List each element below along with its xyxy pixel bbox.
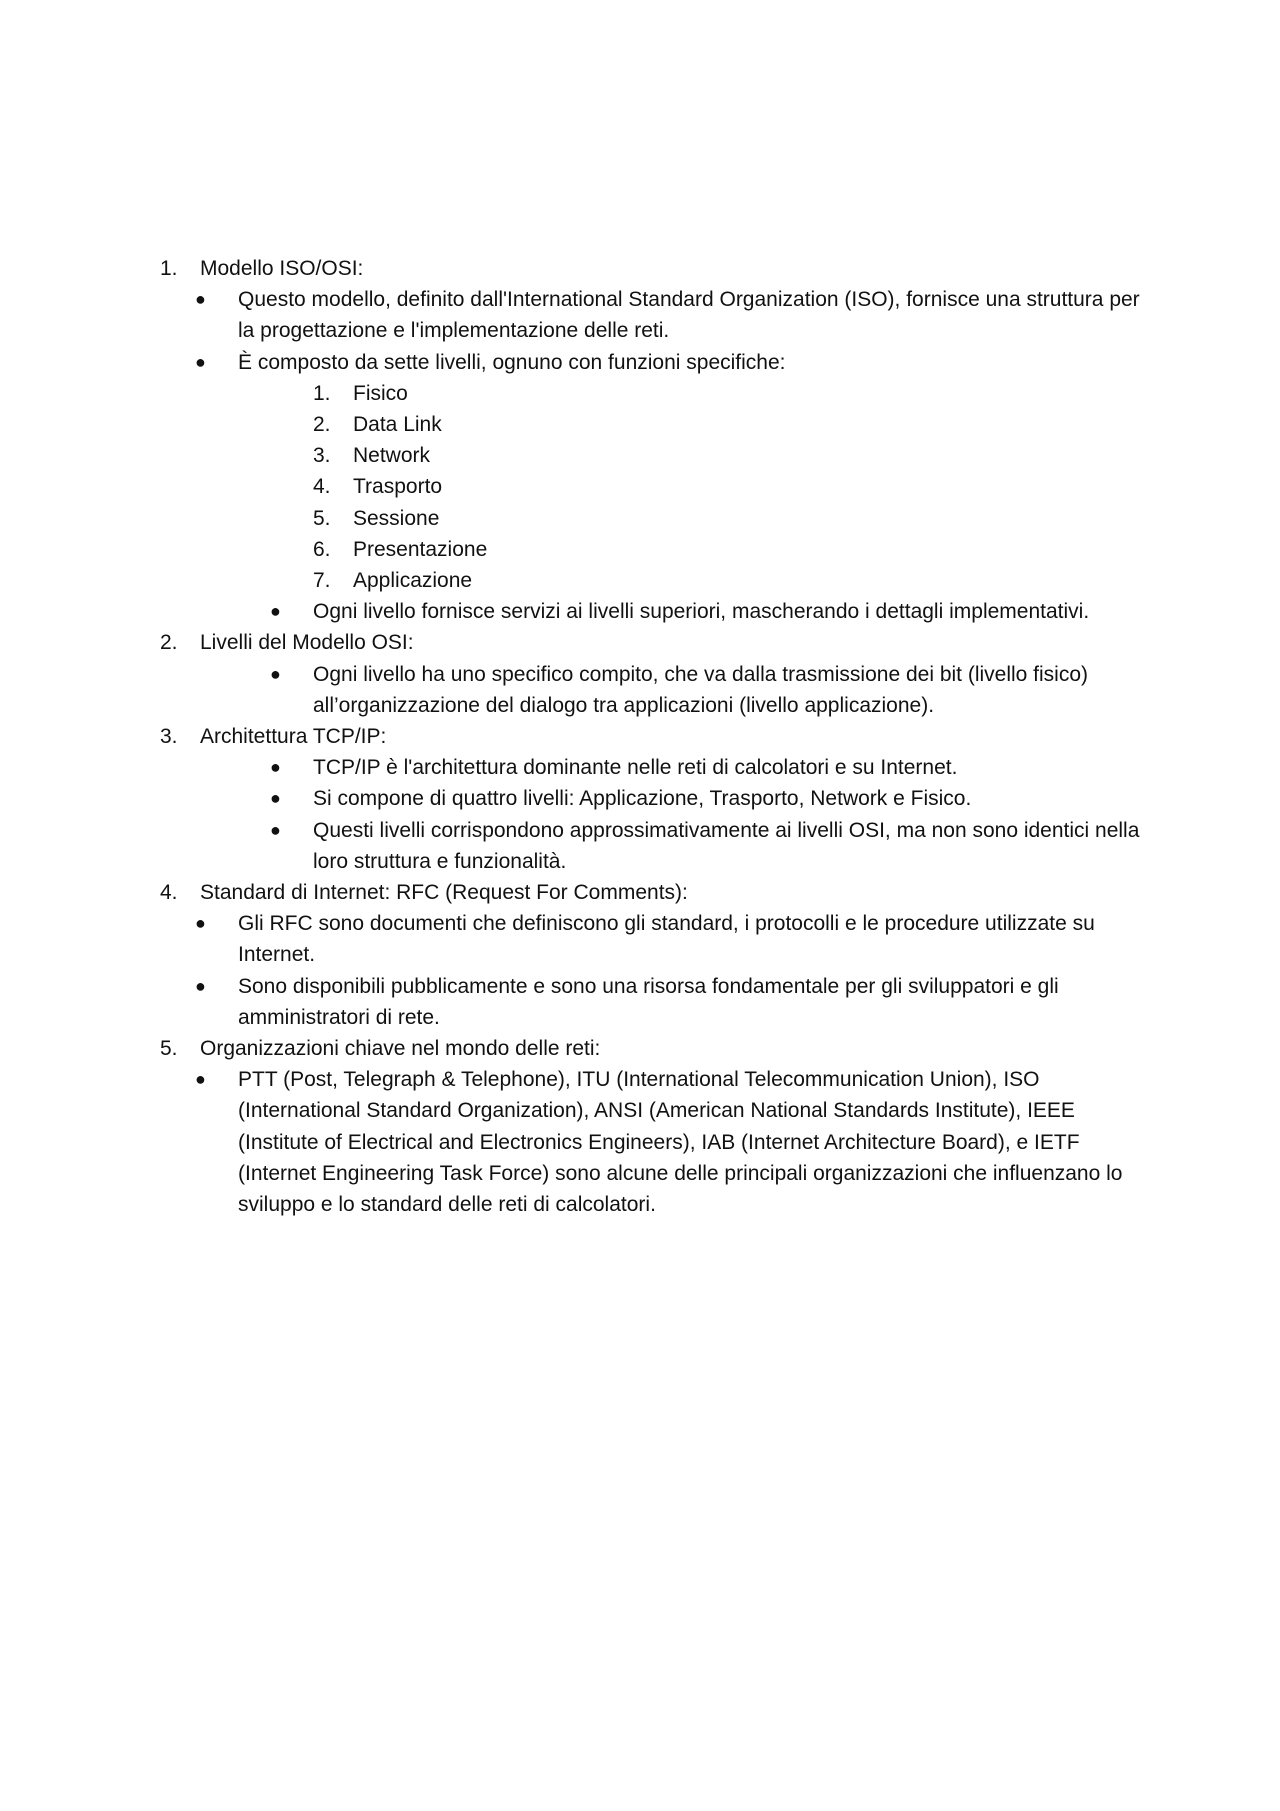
layer-number: 2. xyxy=(313,413,331,437)
layer-item xyxy=(160,440,1150,471)
bullet-item xyxy=(160,908,1150,970)
bullet-item xyxy=(160,284,1150,346)
layer-number: 7. xyxy=(313,569,331,593)
bullet-dot-icon: ● xyxy=(270,757,281,778)
section-heading xyxy=(160,627,1150,658)
layer-label: Trasporto xyxy=(353,475,443,499)
sub-bullet-item xyxy=(160,815,1150,877)
layer-item xyxy=(160,378,1150,409)
bullet-item xyxy=(160,971,1150,1033)
bullet-dot-icon: ● xyxy=(195,1069,206,1090)
layer-number: 6. xyxy=(313,537,331,561)
sub-bullet-item xyxy=(160,752,1150,783)
layer-number: 1. xyxy=(313,381,331,405)
bullet-item xyxy=(160,1064,1150,1220)
section-number: 1. xyxy=(160,257,178,280)
layer-label: Data Link xyxy=(353,413,442,437)
section-title: Architettura TCP/IP: xyxy=(200,725,387,749)
bullet-dot-icon: ● xyxy=(270,819,281,840)
document-body xyxy=(160,253,1150,1220)
bullet-dot-icon: ● xyxy=(195,913,206,934)
section-heading xyxy=(160,877,1150,908)
section-number: 2. xyxy=(160,631,178,655)
layer-number: 3. xyxy=(313,444,331,468)
bullet-dot-icon: ● xyxy=(195,351,206,372)
bullet-text: PTT (Post, Telegraph & Telephone), ITU (International Telecommunication Union), ISO (International Standard Organization), ANSI (American National Standards Institute), IEEE (Institute of Electrical and Electronics Engineers), IAB (Internet Architecture Board), e IETF (Internet Engineering Task Force) sono alcune delle principali organizzazioni che influenzano lo sviluppo e lo standard delle reti di calcolatori. xyxy=(238,1068,1123,1217)
layer-item xyxy=(160,565,1150,596)
layer-item xyxy=(160,471,1150,502)
bullet-item xyxy=(160,347,1150,378)
bullet-text: Ogni livello fornisce servizi ai livelli superiori, mascherando i dettagli implementativi. xyxy=(313,600,1090,624)
bullet-text: TCP/IP è l'architettura dominante nelle reti di calcolatori e su Internet. xyxy=(313,756,958,780)
bullet-text: Ogni livello ha uno specifico compito, che va dalla trasmissione dei bit (livello fisico) all’organizzazione del dialogo tra applicazioni (livello applicazione). xyxy=(313,662,1089,717)
layer-item xyxy=(160,409,1150,440)
section-title: Standard di Internet: RFC (Request For Comments): xyxy=(200,881,688,905)
section-number: 4. xyxy=(160,881,178,905)
bullet-text: Sono disponibili pubblicamente e sono una risorsa fondamentale per gli sviluppatori e gli amministratori di rete. xyxy=(238,974,1059,1029)
section-title: Organizzazioni chiave nel mondo delle reti: xyxy=(200,1037,601,1061)
bullet-text: Gli RFC sono documenti che definiscono gli standard, i protocolli e le procedure utilizzate su Internet. xyxy=(238,912,1095,967)
layer-number: 4. xyxy=(313,475,331,499)
section-heading xyxy=(160,721,1150,752)
section-heading xyxy=(160,253,1150,284)
layer-item xyxy=(160,534,1150,565)
layer-label: Applicazione xyxy=(353,569,473,593)
layer-label: Presentazione xyxy=(353,537,488,561)
layer-label: Sessione xyxy=(353,506,440,530)
layer-number: 5. xyxy=(313,506,331,530)
bullet-text: Questi livelli corrispondono approssimativamente ai livelli OSI, ma non sono identici nella loro struttura e funzionalità. xyxy=(313,818,1140,873)
bullet-text: Questo modello, definito dall'International Standard Organization (ISO), fornisce una struttura per la progettazione e l'implementazione delle reti. xyxy=(238,288,1140,343)
sub-bullet-item xyxy=(160,659,1150,721)
bullet-text: È composto da sette livelli, ognuno con funzioni specifiche: xyxy=(238,350,786,374)
bullet-dot-icon: ● xyxy=(270,788,281,809)
bullet-dot-icon: ● xyxy=(270,601,281,622)
layer-label: Fisico xyxy=(353,381,408,405)
sub-bullet-item xyxy=(160,783,1150,814)
sub-bullet-item xyxy=(160,596,1150,627)
section-title: Livelli del Modello OSI: xyxy=(200,631,414,655)
section-number: 5. xyxy=(160,1037,178,1061)
layer-label: Network xyxy=(353,444,431,468)
bullet-dot-icon: ● xyxy=(270,663,281,684)
section-number: 3. xyxy=(160,725,178,749)
bullet-text: Si compone di quattro livelli: Applicazione, Trasporto, Network e Fisico. xyxy=(313,787,972,811)
bullet-dot-icon: ● xyxy=(195,975,206,996)
bullet-dot-icon: ● xyxy=(195,289,206,310)
section-title: Modello ISO/OSI: xyxy=(200,257,364,280)
section-heading xyxy=(160,1033,1150,1064)
layer-item xyxy=(160,503,1150,534)
